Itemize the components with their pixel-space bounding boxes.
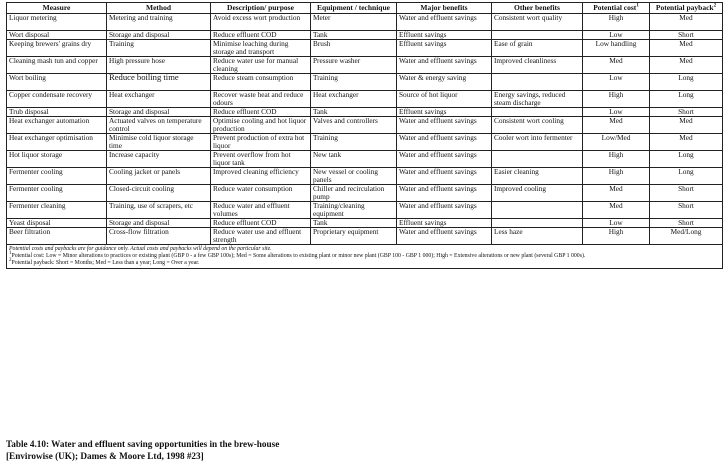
table-cell: Copper condensate recovery xyxy=(7,91,107,108)
table-row xyxy=(7,57,723,74)
caption-title: Table 4.10: Water and effluent saving opportunities in the brew-house xyxy=(6,439,280,449)
table-cell xyxy=(492,151,583,168)
table-cell: Reduce water and effluent volumes xyxy=(211,202,311,219)
footnote xyxy=(9,260,720,267)
table-cell: Source of hot liquor xyxy=(397,91,492,108)
table-caption xyxy=(6,438,722,462)
column-header xyxy=(650,3,723,14)
table-cell: Fermenter cooling xyxy=(7,185,107,202)
table-cell: Meter xyxy=(311,14,397,31)
table-cell: Water and effluent savings xyxy=(397,151,492,168)
table-cell: High pressure hose xyxy=(107,57,211,74)
table-cell xyxy=(492,74,583,91)
table-cell: Beer filtration xyxy=(7,228,107,245)
table-cell: Tank xyxy=(311,31,397,40)
table-cell: Heat exchanger automation xyxy=(7,117,107,134)
table-cell: Storage and disposal xyxy=(107,31,211,40)
table-cell: Brush xyxy=(311,40,397,57)
table-cell: Water and effluent savings xyxy=(397,202,492,219)
table-row xyxy=(7,117,723,134)
table-row xyxy=(7,168,723,185)
column-header-label: Equipment / technique xyxy=(317,3,390,12)
footnote-marker: 1 xyxy=(9,251,12,257)
table-notes-row xyxy=(7,245,723,269)
table-cell: Tank xyxy=(311,219,397,228)
footnote-text: Potential payback: Short = Months; Med = Less than a year; Long = Over a year. xyxy=(11,260,200,266)
table-cell: Low xyxy=(583,74,650,91)
table-row xyxy=(7,202,723,219)
table-row xyxy=(7,228,723,245)
table-row xyxy=(7,185,723,202)
table-cell: Storage and disposal xyxy=(107,108,211,117)
table-cell: Fermenter cooling xyxy=(7,168,107,185)
column-header xyxy=(211,3,311,14)
table-cell: Less haze xyxy=(492,228,583,245)
column-header-label: Measure xyxy=(42,3,71,12)
table-cell: Metering and training xyxy=(107,14,211,31)
footnote-text: Potential costs and paybacks are for guidance only. Actual costs and paybacks will depend on the particular site. xyxy=(9,246,272,252)
table-cell: Chiller and recirculation pump xyxy=(311,185,397,202)
brew-house-table xyxy=(6,2,723,269)
table-row xyxy=(7,219,723,228)
table-cell: Prevent overflow from hot liquor tank xyxy=(211,151,311,168)
table-row xyxy=(7,74,723,91)
table-cell: Water and effluent savings xyxy=(397,14,492,31)
column-header-label: Method xyxy=(146,3,171,12)
table-cell: Short xyxy=(650,31,723,40)
table-cell: Minimise leaching during storage and transport xyxy=(211,40,311,57)
table-cell: Reduce water use and effluent strength xyxy=(211,228,311,245)
table-cell: Wort disposal xyxy=(7,31,107,40)
table-cell: Low handling xyxy=(583,40,650,57)
table-row xyxy=(7,14,723,31)
table-cell: Reduce steam consumption xyxy=(211,74,311,91)
table-cell: Improved cooling xyxy=(492,185,583,202)
table-cell: Med xyxy=(650,40,723,57)
column-header-label: Potential cost xyxy=(593,3,637,12)
column-header xyxy=(7,3,107,14)
table-cell: Reduce effluent COD xyxy=(211,108,311,117)
table-cell: Training xyxy=(311,134,397,151)
table-cell: Short xyxy=(650,185,723,202)
table-cell: Low xyxy=(583,108,650,117)
table-cell: Long xyxy=(650,151,723,168)
table-cell: Prevent production of extra hot liquor xyxy=(211,134,311,151)
table-cell: Tank xyxy=(311,108,397,117)
table-cell: Improved cleanliness xyxy=(492,57,583,74)
table-cell: Water and effluent savings xyxy=(397,185,492,202)
table-cell: Cooling jacket or panels xyxy=(107,168,211,185)
table-cell: Heat exchanger xyxy=(311,91,397,108)
table-cell: Long xyxy=(650,91,723,108)
column-header xyxy=(583,3,650,14)
table-cell: High xyxy=(583,14,650,31)
table-cell: Water and effluent savings xyxy=(397,168,492,185)
table-cell: Recover waste heat and reduce odours xyxy=(211,91,311,108)
table-cell: High xyxy=(583,91,650,108)
table-cell: New vessel or cooling panels xyxy=(311,168,397,185)
table-cell: Reduce effluent COD xyxy=(211,31,311,40)
table-cell: Fermenter cleaning xyxy=(7,202,107,219)
table-cell: Consistent wort cooling xyxy=(492,117,583,134)
table-cell: High xyxy=(583,151,650,168)
table-cell: Proprietary equipment xyxy=(311,228,397,245)
table-cell: Reduce boiling time xyxy=(107,74,211,91)
table-cell: Keeping brewers' grains dry xyxy=(7,40,107,57)
table-cell: Valves and controllers xyxy=(311,117,397,134)
table-row xyxy=(7,40,723,57)
table-cell: Pressure washer xyxy=(311,57,397,74)
table-cell xyxy=(492,202,583,219)
table-notes xyxy=(7,245,723,269)
table-cell: Low xyxy=(583,219,650,228)
table-cell: Effluent savings xyxy=(397,108,492,117)
table-cell: Training/cleaning equipment xyxy=(311,202,397,219)
table-cell: Short xyxy=(650,108,723,117)
table-cell: Short xyxy=(650,202,723,219)
table-cell: Trub disposal xyxy=(7,108,107,117)
table-cell: Effluent savings xyxy=(397,40,492,57)
table-cell: Med xyxy=(650,117,723,134)
footnote-marker: 1 xyxy=(636,3,639,9)
column-header-label: Potential payback xyxy=(655,3,714,12)
table-cell: Energy savings, reduced steam discharge xyxy=(492,91,583,108)
table-row xyxy=(7,108,723,117)
table-cell: Training xyxy=(107,40,211,57)
table-cell: Short xyxy=(650,219,723,228)
table-cell: Yeast disposal xyxy=(7,219,107,228)
table-cell: Water and effluent savings xyxy=(397,117,492,134)
table-cell: Low xyxy=(583,31,650,40)
table-cell: Med xyxy=(650,134,723,151)
table-cell: Low/Med xyxy=(583,134,650,151)
table-cell: Easier cleaning xyxy=(492,168,583,185)
table-cell xyxy=(492,108,583,117)
table-cell: Long xyxy=(650,74,723,91)
table-row xyxy=(7,134,723,151)
table-cell: Med xyxy=(583,185,650,202)
table-cell: Heat exchanger xyxy=(107,91,211,108)
table-cell: Storage and disposal xyxy=(107,219,211,228)
table-cell: Reduce water consumption xyxy=(211,185,311,202)
table-row xyxy=(7,91,723,108)
table-cell: Ease of grain xyxy=(492,40,583,57)
table-cell: Effluent savings xyxy=(397,31,492,40)
table-cell: Liquor metering xyxy=(7,14,107,31)
table-cell: Training xyxy=(311,74,397,91)
table-cell: Optimise cooling and hot liquor production xyxy=(211,117,311,134)
table-cell: Hot liquor storage xyxy=(7,151,107,168)
column-header-label: Description/ purpose xyxy=(227,3,294,12)
footnote-marker: 2 xyxy=(713,3,717,9)
table-row xyxy=(7,151,723,168)
footnote-text: Potential cost: Low = Minor alterations to practices or existing plant (GBP 0 - a few GBP 100s); Med = Some alterations to existing plant or minor new plant (GBP 100 - GBP 1 000); High = Extensive alterations or new plant (several GBP 1 000s). xyxy=(11,253,586,259)
table-cell: Water and effluent savings xyxy=(397,57,492,74)
table-cell: Water and effluent savings xyxy=(397,228,492,245)
table-cell: Improved cleaning efficiency xyxy=(211,168,311,185)
column-header-label: Major benefits xyxy=(420,3,468,12)
table-cell: Training, use of scrapers, etc xyxy=(107,202,211,219)
table-cell: Cooler wort into fermenter xyxy=(492,134,583,151)
table-header-row xyxy=(7,3,723,14)
footnote-marker: 2 xyxy=(9,258,12,264)
table-body xyxy=(7,14,723,269)
table-cell: Minimise cold liquor storage time xyxy=(107,134,211,151)
table-cell: Med xyxy=(583,117,650,134)
caption-source: [Envirowise (UK); Dames & Moore Ltd, 1998 #23] xyxy=(6,451,204,461)
table-cell: Water & energy saving xyxy=(397,74,492,91)
table-cell: Cross-flow filtration xyxy=(107,228,211,245)
column-header xyxy=(107,3,211,14)
table-cell: Closed-circuit cooling xyxy=(107,185,211,202)
table-cell: Actuated valves on temperature control xyxy=(107,117,211,134)
table-row xyxy=(7,31,723,40)
table-cell: Increase capacity xyxy=(107,151,211,168)
column-header xyxy=(492,3,583,14)
table-cell: New tank xyxy=(311,151,397,168)
table-cell: Reduce effluent COD xyxy=(211,219,311,228)
footnote xyxy=(9,253,720,260)
document xyxy=(6,2,722,269)
table-cell: Med xyxy=(583,57,650,74)
column-header xyxy=(311,3,397,14)
table-cell: Med xyxy=(650,14,723,31)
table-cell: Avoid excess wort production xyxy=(211,14,311,31)
table-cell: Reduce water use for manual cleaning xyxy=(211,57,311,74)
table-cell xyxy=(492,31,583,40)
table-cell xyxy=(492,219,583,228)
table-cell: Med/Long xyxy=(650,228,723,245)
table-cell: Wort boiling xyxy=(7,74,107,91)
table-cell: Effluent savings xyxy=(397,219,492,228)
table-cell: High xyxy=(583,168,650,185)
table-cell: Med xyxy=(650,57,723,74)
column-header xyxy=(397,3,492,14)
table-cell: Water and effluent savings xyxy=(397,134,492,151)
table-cell: Cleaning mash tun and copper xyxy=(7,57,107,74)
table-cell: Long xyxy=(650,168,723,185)
footnote xyxy=(9,246,720,253)
table-cell: High xyxy=(583,228,650,245)
column-header-label: Other benefits xyxy=(514,3,560,12)
table-cell: Med xyxy=(583,202,650,219)
table-cell: Consistent wort quality xyxy=(492,14,583,31)
table-cell: Heat exchanger optimisation xyxy=(7,134,107,151)
